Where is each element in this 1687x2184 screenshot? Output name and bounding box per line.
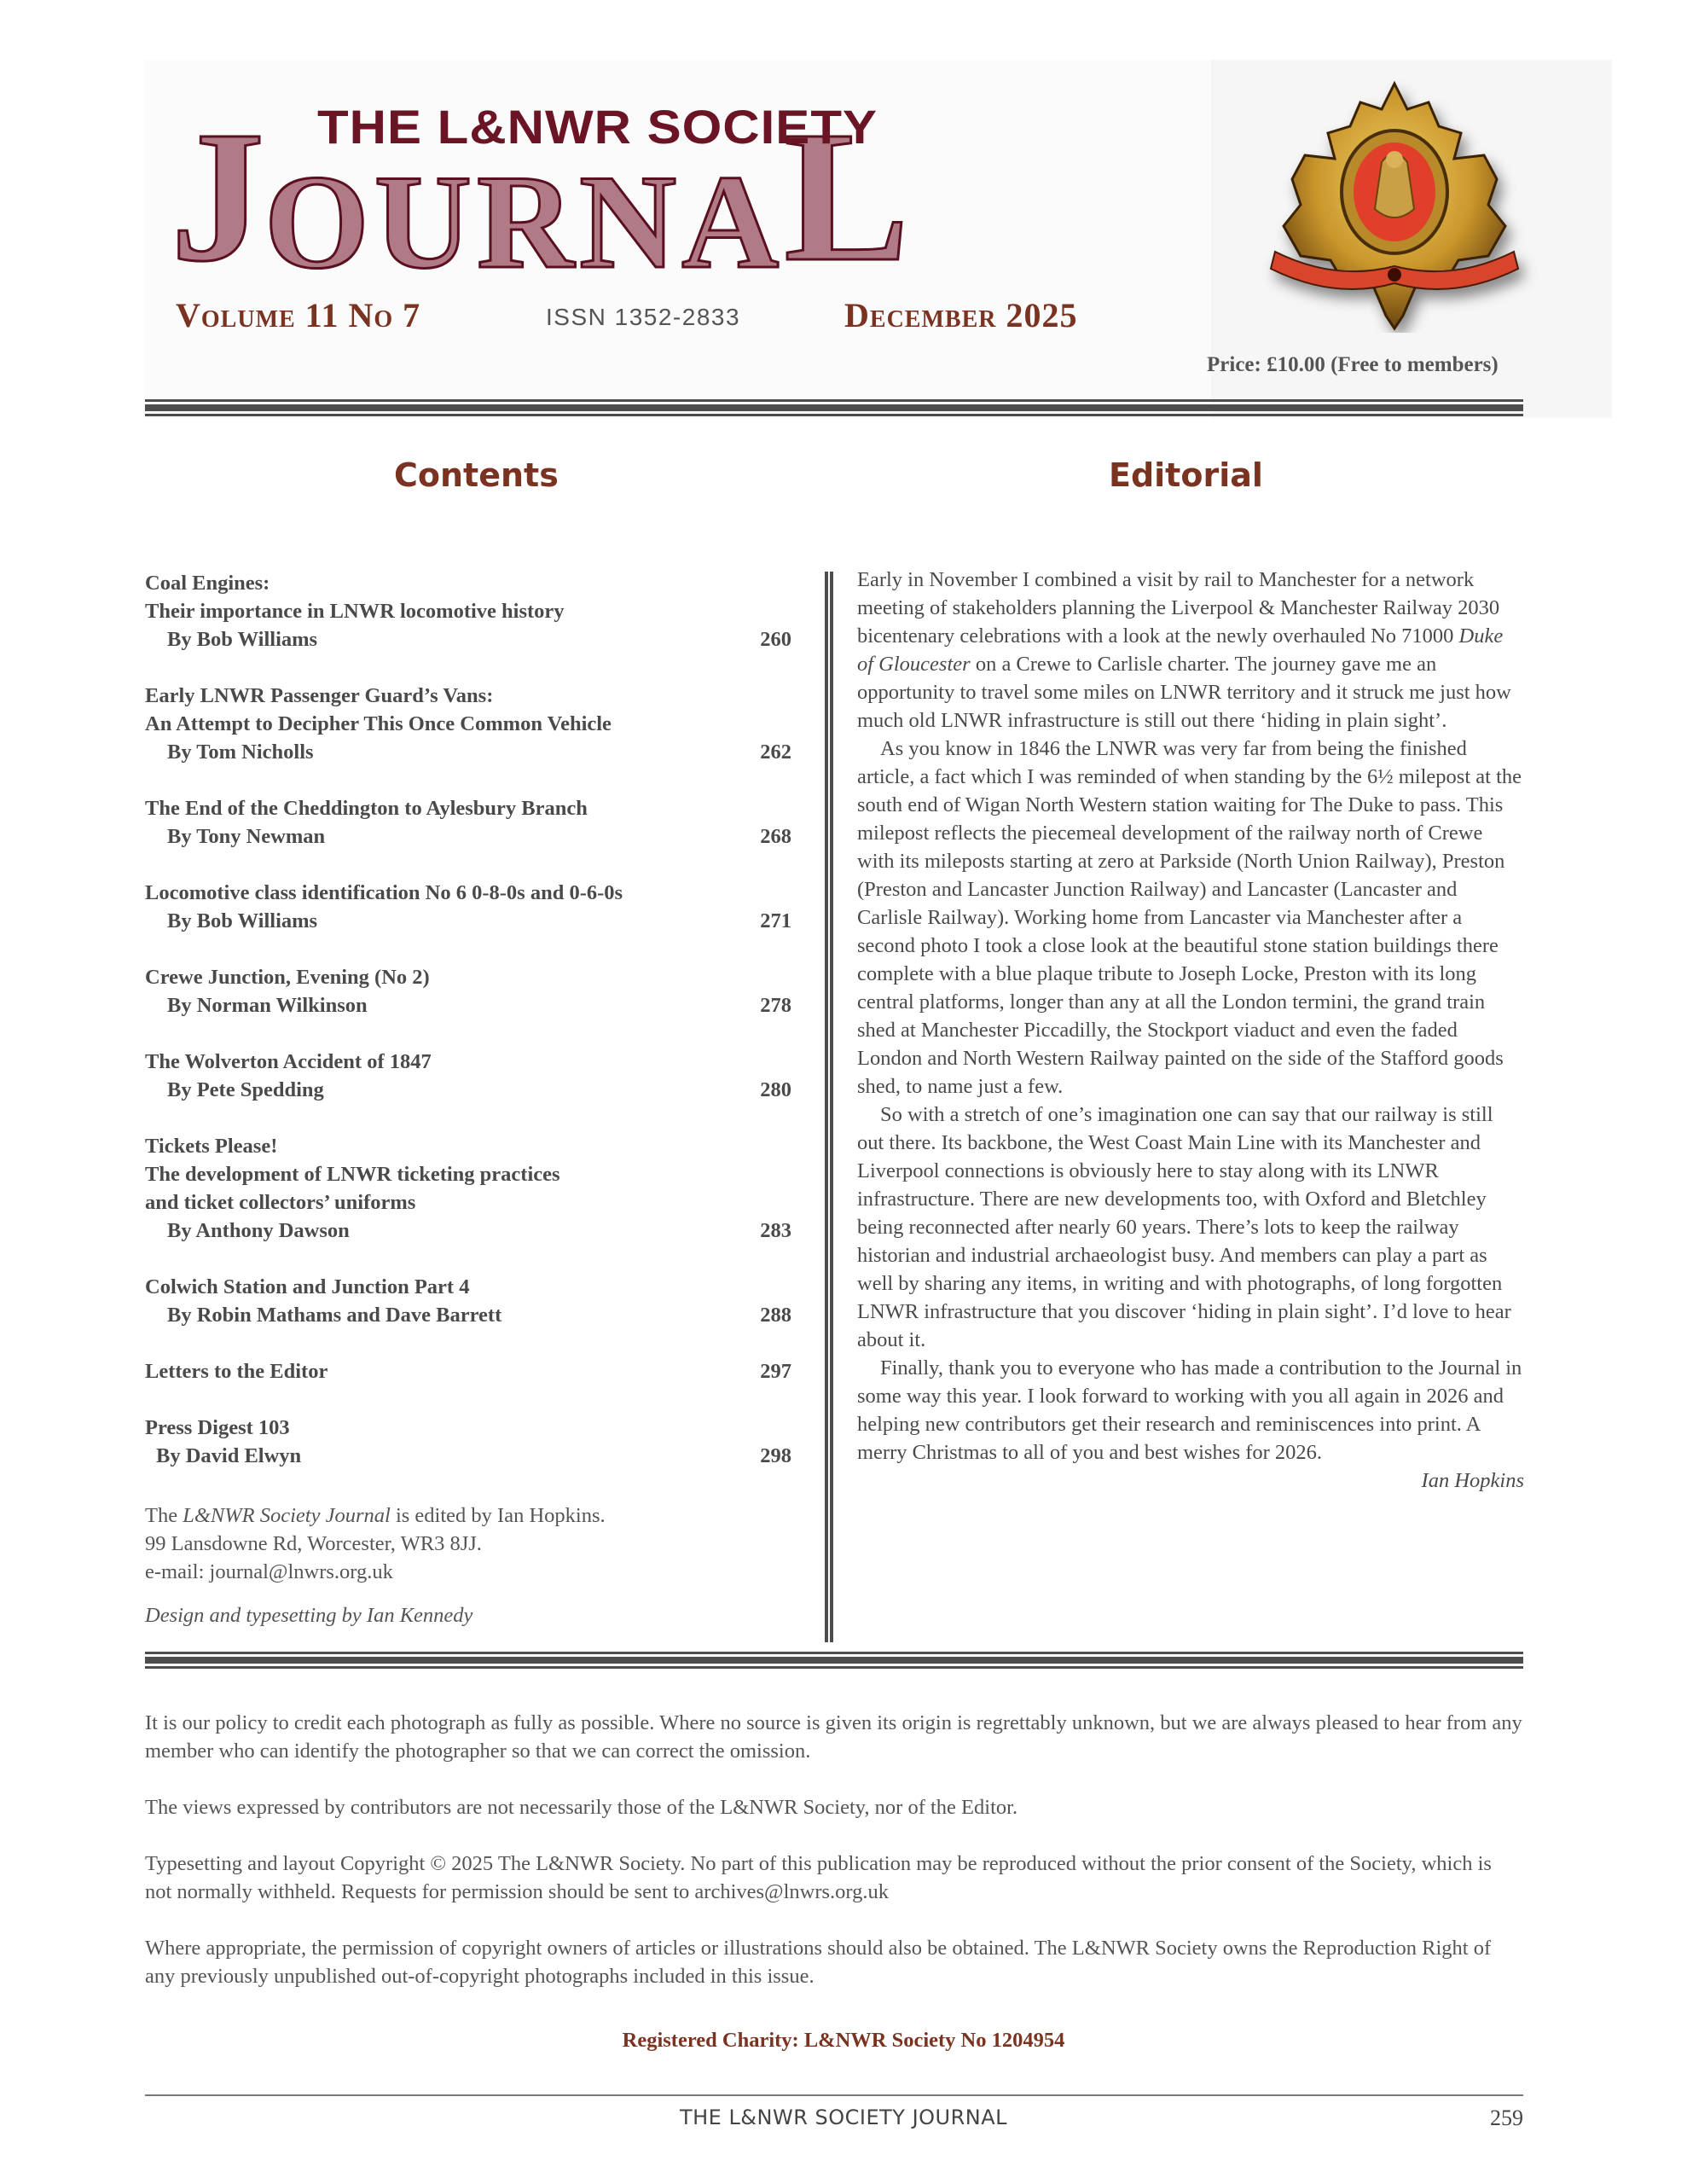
toc-entry[interactable] (145, 682, 793, 766)
editorial-text: Early in November I combined a visit by rail to Manchester for a network meeting of stakeholders planning the Liverpool & Manchester Railway 2030 bicentenary celebrations with a look at the newly overhauled No 71000 (857, 568, 1500, 648)
editorial-paragraph: Finally, thank you to everyone who has made a contribution to the Journal in some way this year. I look forward to working with you all again in 2026 and helping new contributors get their research and reminiscences into print. A merry Christmas to all of you and best wishes for 2026. (857, 1356, 1522, 1464)
toc-entry[interactable] (145, 794, 793, 851)
toc-title-line: The End of the Cheddington to Aylesbury Branch (145, 797, 588, 820)
toc-entry[interactable] (145, 1048, 793, 1104)
price-label: Price: £10.00 (Free to members) (1207, 353, 1499, 376)
society-title: THE L&NWR SOCIETY (317, 101, 878, 154)
toc-entry[interactable] (145, 1414, 793, 1470)
permissions-notice: Where appropriate, the permission of copyright owners of articles or illustrations should also be obtained. The L&NWR Society owns the Reproduction Right of any previously unpublished out-of-copyright photographs included in this issue. (145, 1937, 1492, 1988)
design-credit: Design and typesetting by Ian Kennedy (145, 1604, 473, 1627)
toc-title-line: Their importance in LNWR locomotive history (145, 600, 565, 623)
locomotive-name: Duke of Gloucester (857, 624, 1504, 676)
toc-author: By Pete Spedding (167, 1078, 324, 1101)
charity-registration: Registered Charity: L&NWR Society No 1204954 (622, 2029, 1065, 2052)
toc-author: By David Elwyn (156, 1444, 302, 1467)
journal-title-italic: L&NWR Society Journal (183, 1504, 391, 1527)
toc-title-line: Colwich Station and Junction Part 4 (145, 1275, 470, 1298)
editor-info (145, 1502, 793, 1586)
editorial-signature: Ian Hopkins (1421, 1469, 1524, 1492)
toc-page-number: 288 (760, 1304, 791, 1327)
editorial-text: on a Crewe to Carlisle charter. The journey gave me an opportunity to travel some miles on LNWR territory and it struck me just how much old LNWR infrastructure is still out there ‘hiding in plain sight’. (857, 653, 1511, 732)
toc-title-line: Coal Engines: (145, 572, 270, 595)
toc-title-line: Letters to the Editor (145, 1360, 328, 1383)
toc-author: By Tom Nicholls (167, 741, 314, 764)
toc-page-number: 271 (760, 909, 791, 932)
views-notice: The views expressed by contributors are not necessarily those of the L&NWR Society, nor of the Editor. (145, 1796, 1018, 1819)
toc-author: By Anthony Dawson (167, 1219, 350, 1242)
toc-title-line: An Attempt to Decipher This Once Common Vehicle (145, 712, 612, 735)
volume-number: Volume 11 No 7 (176, 296, 421, 334)
issue-date: December 2025 (844, 296, 1078, 334)
toc-title-line: Tickets Please! (145, 1135, 278, 1158)
toc-title-line: Locomotive class identification No 6 0-8-0s and 0-6-0s (145, 881, 623, 904)
toc-author: By Bob Williams (167, 909, 318, 932)
footer-rule (145, 2094, 1523, 2096)
toc-entry[interactable] (145, 879, 793, 935)
toc-entry[interactable] (145, 569, 793, 653)
copyright-notice: Typesetting and layout Copyright © 2025 The L&NWR Society. No part of this publication may be reproduced without the prior consent of the Society, which is not normally withheld. Requests for permission should be sent to archives@lnwrs.org.uk (145, 1852, 1492, 1903)
toc-title-line: The development of LNWR ticketing practices (145, 1163, 560, 1186)
journal-letter-l: L (784, 92, 910, 300)
toc-title-line: Early LNWR Passenger Guard’s Vans: (145, 684, 494, 707)
toc-page-number: 298 (760, 1444, 791, 1467)
toc-author: By Bob Williams (167, 628, 318, 651)
editorial-heading: Editorial (1109, 456, 1263, 494)
header-triple-rule (145, 399, 1523, 416)
editorial-paragraph: As you know in 1846 the LNWR was very far from being the finished article, a fact which I was reminded of when standing by the 6½ milepost at the south end of Wigan North Western station waiting for The Duke to pass. This milepost reflects the piecemeal development of the railway north of Crewe with its mileposts starting at zero at Parkside (North Union Railway), Preston (Preston and Lancaster Junction Railway) and Lancaster (Lancaster and Carlisle Railway). Working home from Lancaster via Manchester after a second photo I took a close look at the beautiful stone station buildings there complete with a blue plaque tribute to Joseph Locke, Preston with its long central platforms, longer than any at all the London termini, the grand train shed at Manchester Piccadilly, the Stockport viaduct and even the faded London and North Western Railway painted on the side of the Stafford goods shed, to name just a few. (857, 737, 1522, 1098)
page-number: 259 (1490, 2106, 1523, 2130)
contents-list (145, 569, 793, 1498)
editorial-paragraph (857, 566, 1524, 735)
editor-line-prefix: The (145, 1504, 183, 1527)
toc-page-number: 283 (760, 1219, 791, 1242)
toc-author: By Tony Newman (167, 825, 326, 848)
journal-letters-middle: OURNA (264, 148, 785, 297)
toc-page-number: 280 (760, 1078, 791, 1101)
editor-line (145, 1502, 793, 1530)
editor-email[interactable]: e-mail: journal@lnwrs.org.uk (145, 1560, 393, 1583)
journal-letter-j: J (171, 92, 264, 300)
editor-address: 99 Lansdowne Rd, Worcester, WR3 8JJ. (145, 1532, 482, 1555)
toc-entry[interactable] (145, 1357, 793, 1385)
contents-heading: Contents (394, 456, 559, 494)
editor-line-suffix: is edited by Ian Hopkins. (390, 1504, 606, 1527)
notices (145, 1709, 1523, 2018)
toc-title-line: The Wolverton Accident of 1847 (145, 1050, 432, 1073)
toc-page-number: 262 (760, 741, 791, 764)
toc-page-number: 278 (760, 994, 791, 1017)
toc-page-number: 268 (760, 825, 791, 848)
toc-title-line: and ticket collectors’ uniforms (145, 1191, 416, 1214)
toc-entry[interactable] (145, 963, 793, 1019)
section-triple-rule (145, 1652, 1523, 1669)
toc-title-line: Press Digest 103 (145, 1416, 290, 1439)
editorial-body (857, 566, 1524, 1495)
editorial-paragraph: So with a stretch of one’s imagination one can say that our railway is still out there. Its backbone, the West Coast Main Line with its Manchester and Liverpool connections is obviously here to stay along with its LNWR infrastructure. There are new developments too, with Oxford and Bletchley being reconnected after nearly 60 years. There’s lots to keep the railway historian and industrial archaeologist busy. And members can play a part as well by sharing any items, in writing and with photographs, of long forgotten LNWR infrastructure that you discover ‘hiding in plain sight’. I’d love to hear about it. (857, 1103, 1511, 1351)
toc-page-number: 297 (760, 1360, 791, 1383)
footer-journal-title: THE L&NWR SOCIETY JOURNAL (679, 2106, 1008, 2129)
toc-entry[interactable] (145, 1132, 793, 1245)
toc-author: By Norman Wilkinson (167, 994, 368, 1017)
toc-entry[interactable] (145, 1273, 793, 1329)
column-divider (825, 572, 833, 1642)
photo-credit-notice: It is our policy to credit each photograph as fully as possible. Where no source is given its origin is regrettably unknown, but we are always pleased to hear from any member who can identify the photographer so that we can correct the omission. (145, 1711, 1522, 1763)
toc-title-line: Crewe Junction, Evening (No 2) (145, 966, 430, 989)
toc-page-number: 260 (760, 628, 791, 651)
issn-number: ISSN 1352-2833 (546, 304, 741, 330)
toc-author: By Robin Mathams and Dave Barrett (167, 1304, 502, 1327)
lnwr-crest-icon (1241, 77, 1548, 333)
